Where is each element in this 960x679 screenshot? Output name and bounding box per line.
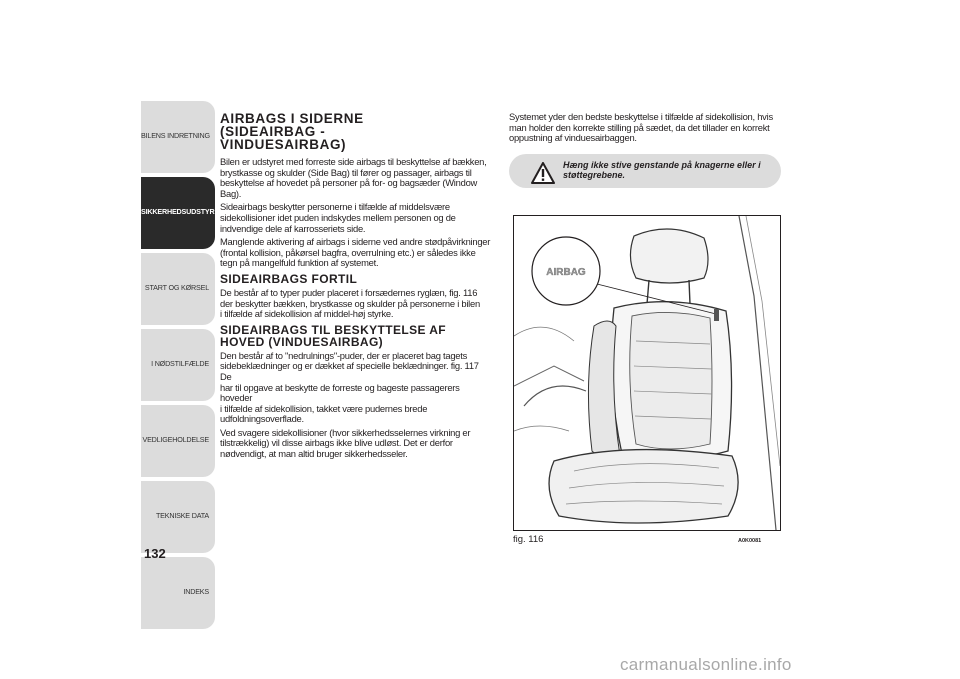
tab-vedligeholdelse[interactable]: VEDLIGEHOLDELSE [141,405,215,477]
title-line: VINDUESAIRBAG) [220,137,347,152]
tab-indeks[interactable]: INDEKS [141,557,215,629]
tab-sikkerhedsudstyr[interactable]: SIKKERHEDSUDSTYR [141,177,215,249]
figure-caption: fig. 116 [513,534,544,545]
activation-paragraph: Manglende aktivering af airbags i siderne ved andre stødpåvirkninger (frontal kollision, påkørsel bagfra, overrulning etc.) er således ikke tegn på mangelfuld funktion af systemet. [220,236,491,269]
protection-paragraph: Sideairbags beskytter personerne i tilfælde af middelsvære sidekollisioner idet puden indskydes mellem personen og de indvendige dele af karrosseriets side. [220,201,456,234]
warning-triangle-icon [531,162,555,184]
tab-tekniske-data[interactable]: TEKNISKE DATA [141,481,215,553]
title-line: (SIDEAIRBAG - [220,124,326,139]
tab-start-og-korsel[interactable]: START OG KØRSEL [141,253,215,325]
warning-box [509,154,781,188]
tab-bilens-indretning[interactable]: BILENS INDRETNING [141,101,215,173]
front-sideairbags-paragraph: De består af to typer puder placeret i forsædernes ryglæn, fig. 116 der beskytter bækken, brystkasse og skulder på personerne i bilen i tilfælde af sidekollision af middel-høj styrke. [220,286,480,320]
figure-code: A0K0081 [738,538,762,544]
seat-airbag-figure [513,215,781,531]
front-sideairbags-heading: SIDEAIRBAGS FORTIL [220,271,358,286]
window-airbag-paragraph: Den består af to "nedrulnings"-puder, der er placeret bag tagets sidebeklædninger og er dækket af specielle beklædninger. fig. 117 De har til opgave at beskytte de forreste og bageste passagerers hoveder i tilfælde af sidekollision, takket være pudernes brede udfoldningsoverflade. [220,349,479,425]
airbag-label: AIRBAG [546,267,586,278]
intro-paragraph: Bilen er udstyret med forreste side airbags til beskyttelse af bækken, brystkasse og skulder (Side Bag) til fører og passager, airbags til beskyttelse af hovedet på personer på for- og bagsæder (Window Bag). [220,156,487,199]
system-paragraph: Systemet yder den bedste beskyttelse i tilfælde af sidekollision, hvis man holder den korrekte stilling på sædet, da det tillader en korrekt oppustning af vinduesairbaggen. [509,111,773,144]
section-title [220,112,492,151]
seat-illustration [514,216,780,530]
tab-i-nodstilfaelde[interactable]: I NØDSTILFÆLDE [141,329,215,401]
weak-collision-paragraph: Ved svagere sidekollisioner (hvor sikkerhedsselernes virkning er tilstrækkelig) vil disse airbags ikke blive udløst. Det er derfor nødvendigt, at man altid bruger sikkerhedsseler. [220,426,471,460]
page-number: 132 [144,546,166,561]
title-line: AIRBAGS I SIDERNE [220,111,364,126]
right-column [509,112,781,188]
warning-text: Hæng ikke stive genstande på knagerne eller i støttegrebene. [563,159,761,180]
window-airbag-heading: SIDEAIRBAGS TIL BESKYTTELSE AF HOVED (VINDUESAIRBAG) [220,322,447,349]
watermark: carmanualsonline.info [620,655,792,674]
left-column [220,112,492,463]
